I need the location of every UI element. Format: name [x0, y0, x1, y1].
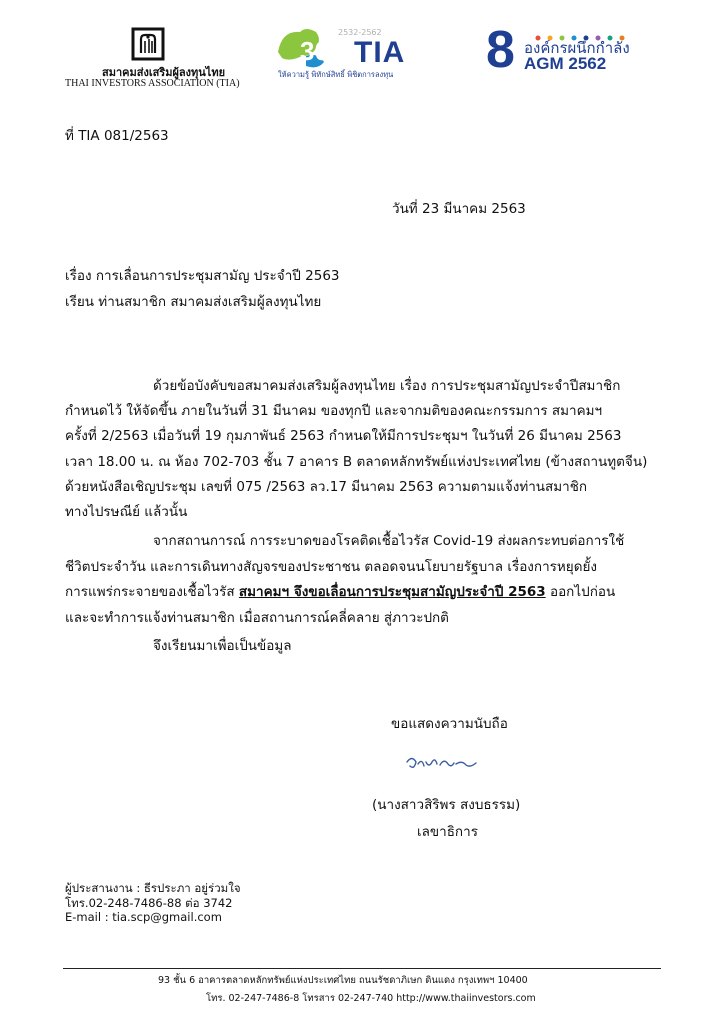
letter-subject: เรื่อง การเลื่อนการประชุมสามัญ ประจำปี 2563 [65, 268, 340, 284]
contact-coordinator: ผู้ประสานงาน : ธีรประภา อยู่ร่วมใจ [65, 881, 241, 895]
letter-date: วันที่ 23 มีนาคม 2563 [392, 201, 526, 217]
paragraph-1-line-6: ทางไปรษณีย์ แล้วนั้น [65, 504, 188, 520]
tia-emblem [131, 27, 165, 61]
agm-logo [486, 21, 636, 79]
hand-emblem-icon [131, 27, 165, 61]
agm-number: 8 [486, 21, 515, 79]
association-name-th: สมาคมส่งเสริมผู้ลงทุนไทย [102, 66, 226, 79]
letter-recipient: เรียน ท่านสมาชิก สมาคมส่งเสริมผู้ลงทุนไทย [65, 294, 322, 310]
paragraph-2-line-3-suffix: ออกไปก่อน [545, 584, 616, 600]
signature [404, 752, 484, 776]
signer-title: เลขาธิการ [417, 824, 478, 840]
paragraph-2-line-4: และจะทำการแจ้งท่านสมาชิก เมื่อสถานการณ์คลี่คลาย สู่ภาวะปกติ [65, 610, 449, 626]
contact-phone: โทร.02-248-7486-88 ต่อ 3742 [65, 896, 233, 910]
paragraph-3: จึงเรียนมาเพื่อเป็นข้อมูล [153, 638, 292, 654]
anniversary-number: 30 [300, 36, 329, 66]
agm-line1: องค์กรผนึกกำลัง [524, 39, 630, 57]
paragraph-1-line-1: ด้วยข้อบังคับขอสมาคมส่งเสริมผู้ลงทุนไทย เรื่อง การประชุมสามัญประจำปีสมาชิก [153, 378, 621, 394]
association-name-en: THAI INVESTORS ASSOCIATION (TIA) [65, 78, 240, 89]
signer-name: (นางสาวสิริพร สงบธรรม) [372, 797, 521, 813]
paragraph-2-line-2: ชีวิตประจำวัน และการเดินทางสัญจรของประชาชน ตลอดจนนโยบายรัฐบาล เรื่องการหยุดยั้ง [65, 559, 597, 575]
agm-line2: AGM 2562 [524, 54, 607, 73]
postponement-notice: สมาคมฯ จึงขอเลื่อนการประชุมสามัญประจำปี 2563 [238, 584, 546, 600]
tia-30-years-logo [276, 22, 426, 82]
handwritten-signature-icon [404, 752, 484, 776]
tia-brand: TIA [354, 36, 406, 69]
paragraph-2-line-3-prefix: การแพร่กระจายของเชื้อไวรัส [65, 584, 239, 600]
tia-tagline: ให้ความรู้ พิทักษ์สิทธิ์ พิชิตการลงทุน [278, 70, 394, 79]
paragraph-2-line-1: จากสถานการณ์ การระบาดของโรคติดเชื้อไวรัส Covid-19 ส่งผลกระทบต่อการใช้ [153, 533, 625, 549]
footer-address: 93 ชั้น 6 อาคารตลาดหลักทรัพย์แห่งประเทศไทย ถนนรัชดาภิเษก ดินแดง กรุงเทพฯ 10400 [158, 975, 528, 986]
contact-email: E-mail : tia.scp@gmail.com [65, 910, 222, 924]
paragraph-1-line-4: เวลา 18.00 น. ณ ห้อง 702-703 ชั้น 7 อาคาร B ตลาดหลักทรัพย์แห่งประเทศไทย (ข้างสถานทูตจีน) [65, 454, 648, 470]
footer-contact: โทร. 02-247-7486-8 โทรสาร 02-247-740 http://www.thaiinvestors.com [206, 993, 536, 1004]
paragraph-1-line-5: ด้วยหนังสือเชิญประชุม เลขที่ 075 /2563 ลว.17 มีนาคม 2563 ความตามแจ้งท่านสมาชิก [65, 479, 588, 495]
footer-divider [63, 968, 661, 969]
closing-salutation: ขอแสดงความนับถือ [391, 716, 508, 732]
paragraph-1-line-3: ครั้งที่ 2/2563 เมื่อวันที่ 19 กุมภาพันธ์ 2563 กำหนดให้มีการประชุมฯ ในวันที่ 26 มีนาคม 2563 [65, 428, 622, 444]
reference-number: ที่ TIA 081/2563 [65, 128, 169, 144]
anniversary-years: 2532-2562 [338, 28, 382, 37]
paragraph-2-line-3 [65, 580, 615, 602]
paragraph-1-line-2: กำหนดไว้ ให้จัดขึ้น ภายในวันที่ 31 มีนาคม ของทุกปี และจากมติของคณะกรรมการ สมาคมฯ [65, 403, 603, 419]
agm-color-dots [534, 26, 632, 32]
